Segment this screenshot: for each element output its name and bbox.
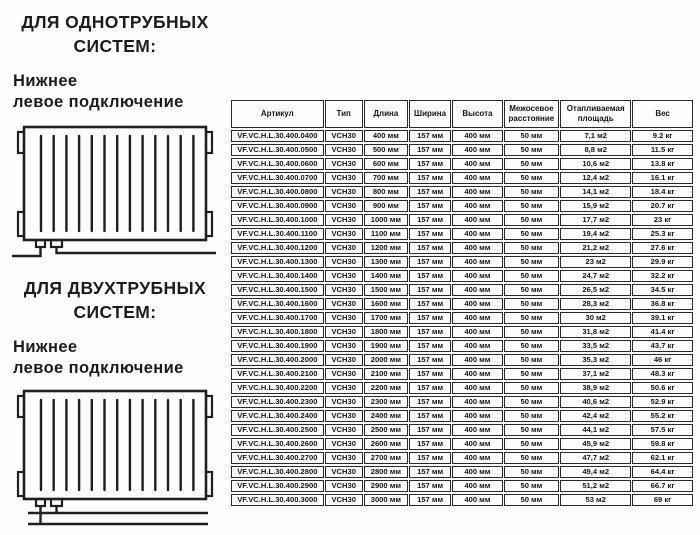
table-cell: VCH30 <box>325 410 363 422</box>
table-cell: 50 мм <box>504 326 560 338</box>
table-cell: 400 мм <box>452 382 502 394</box>
table-cell: 157 мм <box>409 200 451 212</box>
table-cell: 35,3 м2 <box>560 354 631 366</box>
table-cell: VCH30 <box>325 144 363 156</box>
table-cell: 400 мм <box>452 242 502 254</box>
table-row <box>231 424 693 436</box>
table-cell: 400 мм <box>452 298 502 310</box>
table-cell: 400 мм <box>452 256 502 268</box>
sub-line: левое подключение <box>13 359 184 377</box>
table-row <box>231 410 693 422</box>
table-cell: VCH30 <box>325 382 363 394</box>
heading-line: ДЛЯ ОДНОТРУБНЫХ <box>21 12 209 32</box>
table-row <box>231 186 693 198</box>
table-cell: 50 мм <box>504 298 560 310</box>
table-cell: VCH30 <box>325 424 363 436</box>
table-cell: VCH30 <box>325 172 363 184</box>
table-cell: 50 мм <box>504 270 560 282</box>
table-header-row <box>231 100 693 128</box>
table-cell: 157 мм <box>409 130 451 142</box>
table-cell: VCH30 <box>325 480 363 492</box>
table-cell: 400 мм <box>364 130 408 142</box>
table-cell: 157 мм <box>409 494 451 506</box>
table-cell: 157 мм <box>409 312 451 324</box>
col-header-heated-area: Отапливаемая площадь <box>560 100 631 128</box>
table-row <box>231 214 693 226</box>
table-cell: 39.1 кг <box>632 312 693 324</box>
table-cell: VF.VC.H.L.30.400.0700 <box>231 172 324 184</box>
table-cell: 16.1 кг <box>632 172 693 184</box>
single-pipe-diagram-wrap <box>10 122 222 264</box>
table-row <box>231 382 693 394</box>
table-cell: 400 мм <box>452 228 502 240</box>
table-cell: 59.8 кг <box>632 438 693 450</box>
col-header-width: Ширина <box>409 100 451 128</box>
heading-line: ДЛЯ ДВУХТРУБНЫХ <box>23 278 207 298</box>
table-cell: 42,4 м2 <box>560 410 631 422</box>
radiator-single-pipe-diagram <box>10 122 220 264</box>
table-cell: 33,5 м2 <box>560 340 631 352</box>
table-cell: 50 мм <box>504 480 560 492</box>
table-cell: 2500 мм <box>364 424 408 436</box>
table-cell: 50 мм <box>504 228 560 240</box>
table-row <box>231 494 693 506</box>
spec-table-body <box>231 130 693 506</box>
table-cell: 2000 мм <box>364 354 408 366</box>
table-cell: 24,7 м2 <box>560 270 631 282</box>
single-pipe-section <box>8 10 222 264</box>
table-cell: 157 мм <box>409 214 451 226</box>
table-cell: 50 мм <box>504 438 560 450</box>
table-cell: VF.VC.H.L.30.400.2700 <box>231 452 324 464</box>
table-cell: 400 мм <box>452 326 502 338</box>
table-cell: 157 мм <box>409 424 451 436</box>
table-cell: 50 мм <box>504 368 560 380</box>
table-cell: 400 мм <box>452 354 502 366</box>
table-cell: 69 кг <box>632 494 693 506</box>
table-cell: 600 мм <box>364 158 408 170</box>
table-row <box>231 172 693 184</box>
table-row <box>231 368 693 380</box>
table-cell: VCH30 <box>325 396 363 408</box>
table-cell: 400 мм <box>452 312 502 324</box>
table-cell: 157 мм <box>409 144 451 156</box>
table-cell: 157 мм <box>409 228 451 240</box>
table-cell: 400 мм <box>452 158 502 170</box>
table-cell: 50.6 кг <box>632 382 693 394</box>
table-cell: 50 мм <box>504 144 560 156</box>
table-cell: VF.VC.H.L.30.400.0400 <box>231 130 324 142</box>
table-cell: 44,1 м2 <box>560 424 631 436</box>
table-row <box>231 326 693 338</box>
table-cell: 157 мм <box>409 354 451 366</box>
table-cell: VF.VC.H.L.30.400.2100 <box>231 368 324 380</box>
table-cell: 41.4 кг <box>632 326 693 338</box>
table-row <box>231 340 693 352</box>
table-cell: 27.6 кг <box>632 242 693 254</box>
table-cell: 7,1 м2 <box>560 130 631 142</box>
sub-line: Нижнее <box>13 338 78 356</box>
table-cell: VCH30 <box>325 438 363 450</box>
table-cell: 23 м2 <box>560 256 631 268</box>
table-row <box>231 312 693 324</box>
table-cell: 157 мм <box>409 452 451 464</box>
table-cell: VF.VC.H.L.30.400.1100 <box>231 228 324 240</box>
table-cell: 48.3 кг <box>632 368 693 380</box>
table-cell: VF.VC.H.L.30.400.1000 <box>231 214 324 226</box>
table-cell: 50 мм <box>504 354 560 366</box>
table-cell: VF.VC.H.L.30.400.1800 <box>231 326 324 338</box>
table-cell: 2400 мм <box>364 410 408 422</box>
table-cell: VF.VC.H.L.30.400.0600 <box>231 158 324 170</box>
table-cell: VCH30 <box>325 312 363 324</box>
two-pipe-section <box>8 276 222 530</box>
table-cell: 157 мм <box>409 298 451 310</box>
table-row <box>231 396 693 408</box>
table-row <box>231 466 693 478</box>
table-cell: VCH30 <box>325 158 363 170</box>
table-cell: 1500 мм <box>364 284 408 296</box>
table-cell: VCH30 <box>325 186 363 198</box>
table-cell: 400 мм <box>452 452 502 464</box>
table-cell: VCH30 <box>325 298 363 310</box>
table-cell: VF.VC.H.L.30.400.2500 <box>231 424 324 436</box>
spec-table <box>230 98 694 508</box>
table-cell: VCH30 <box>325 256 363 268</box>
table-cell: 50 мм <box>504 284 560 296</box>
table-cell: 53 м2 <box>560 494 631 506</box>
table-cell: 157 мм <box>409 410 451 422</box>
table-cell: VCH30 <box>325 242 363 254</box>
table-cell: VF.VC.H.L.30.400.1700 <box>231 312 324 324</box>
col-header-length: Длина <box>364 100 408 128</box>
table-cell: 50 мм <box>504 340 560 352</box>
table-cell: VF.VC.H.L.30.400.3000 <box>231 494 324 506</box>
table-cell: 157 мм <box>409 270 451 282</box>
table-cell: 400 мм <box>452 214 502 226</box>
sub-line: Нижнее <box>13 72 78 90</box>
table-cell: 50 мм <box>504 396 560 408</box>
table-cell: 2200 мм <box>364 382 408 394</box>
table-cell: 45,9 м2 <box>560 438 631 450</box>
two-pipe-diagram-wrap <box>10 388 222 530</box>
sub-line: левое подключение <box>13 93 184 111</box>
table-cell: VF.VC.H.L.30.400.2300 <box>231 396 324 408</box>
table-cell: 36.8 кг <box>632 298 693 310</box>
table-cell: 1000 мм <box>364 214 408 226</box>
table-row <box>231 438 693 450</box>
table-row <box>231 298 693 310</box>
table-cell: 50 мм <box>504 410 560 422</box>
table-cell: 38,9 м2 <box>560 382 631 394</box>
table-cell: 50 мм <box>504 452 560 464</box>
table-cell: 400 мм <box>452 396 502 408</box>
table-cell: 51,2 м2 <box>560 480 631 492</box>
table-cell: 50 мм <box>504 214 560 226</box>
table-cell: 23 кг <box>632 214 693 226</box>
table-cell: VF.VC.H.L.30.400.1900 <box>231 340 324 352</box>
radiator-two-pipe-diagram <box>10 388 220 530</box>
table-cell: 55.2 кг <box>632 410 693 422</box>
table-cell: 400 мм <box>452 130 502 142</box>
table-cell: 400 мм <box>452 368 502 380</box>
table-cell: VF.VC.H.L.30.400.2600 <box>231 438 324 450</box>
table-cell: 19,4 м2 <box>560 228 631 240</box>
table-cell: 157 мм <box>409 480 451 492</box>
table-cell: 26,5 м2 <box>560 284 631 296</box>
table-cell: 47,7 м2 <box>560 452 631 464</box>
table-cell: 50 мм <box>504 256 560 268</box>
table-cell: 400 мм <box>452 340 502 352</box>
table-cell: 50 мм <box>504 312 560 324</box>
table-cell: 157 мм <box>409 284 451 296</box>
table-cell: 157 мм <box>409 368 451 380</box>
table-cell: 50 мм <box>504 186 560 198</box>
col-header-weight: Вес <box>632 100 693 128</box>
table-cell: VCH30 <box>325 130 363 142</box>
table-cell: 11.5 кг <box>632 144 693 156</box>
table-cell: 50 мм <box>504 172 560 184</box>
table-cell: 50 мм <box>504 466 560 478</box>
table-cell: 50 мм <box>504 130 560 142</box>
table-cell: 50 мм <box>504 200 560 212</box>
table-cell: 43.7 кг <box>632 340 693 352</box>
col-header-axial-distance: Межосевое расстояние <box>504 100 560 128</box>
table-cell: 157 мм <box>409 186 451 198</box>
table-cell: 157 мм <box>409 256 451 268</box>
table-row <box>231 200 693 212</box>
table-cell: 50 мм <box>504 424 560 436</box>
table-row <box>231 130 693 142</box>
table-cell: 34.5 кг <box>632 284 693 296</box>
table-cell: 28,3 м2 <box>560 298 631 310</box>
col-header-height: Высота <box>452 100 502 128</box>
single-pipe-subheading <box>13 71 222 113</box>
table-cell: VF.VC.H.L.30.400.1400 <box>231 270 324 282</box>
table-cell: 1100 мм <box>364 228 408 240</box>
table-cell: 10,6 м2 <box>560 158 631 170</box>
table-cell: 2300 мм <box>364 396 408 408</box>
table-cell: VCH30 <box>325 368 363 380</box>
table-cell: 46 кг <box>632 354 693 366</box>
table-row <box>231 480 693 492</box>
table-row <box>231 354 693 366</box>
table-cell: VCH30 <box>325 228 363 240</box>
table-cell: 500 мм <box>364 144 408 156</box>
spec-table-container <box>230 98 698 508</box>
table-cell: 66.7 кг <box>632 480 693 492</box>
table-cell: 32.2 кг <box>632 270 693 282</box>
col-header-article: Артикул <box>231 100 324 128</box>
table-cell: 400 мм <box>452 200 502 212</box>
table-cell: 2700 мм <box>364 452 408 464</box>
table-cell: 1800 мм <box>364 326 408 338</box>
heading-line: СИСТЕМ: <box>73 302 157 322</box>
table-cell: 1400 мм <box>364 270 408 282</box>
table-cell: 157 мм <box>409 242 451 254</box>
table-cell: 400 мм <box>452 186 502 198</box>
two-pipe-subheading <box>13 337 222 379</box>
table-cell: VCH30 <box>325 214 363 226</box>
table-cell: VCH30 <box>325 326 363 338</box>
table-row <box>231 158 693 170</box>
table-cell: 50 мм <box>504 158 560 170</box>
table-cell: 157 мм <box>409 396 451 408</box>
heading-line: СИСТЕМ: <box>73 36 157 56</box>
table-cell: 62.1 кг <box>632 452 693 464</box>
table-cell: VF.VC.H.L.30.400.0900 <box>231 200 324 212</box>
table-cell: 400 мм <box>452 144 502 156</box>
table-cell: 15,9 м2 <box>560 200 631 212</box>
table-cell: 1600 мм <box>364 298 408 310</box>
table-cell: 157 мм <box>409 466 451 478</box>
table-cell: 400 мм <box>452 466 502 478</box>
table-cell: VCH30 <box>325 340 363 352</box>
table-cell: VCH30 <box>325 452 363 464</box>
table-cell: 400 мм <box>452 270 502 282</box>
col-header-type: Тип <box>325 100 363 128</box>
table-cell: 20.7 кг <box>632 200 693 212</box>
table-cell: 157 мм <box>409 382 451 394</box>
table-cell: 400 мм <box>452 494 502 506</box>
table-cell: 50 мм <box>504 382 560 394</box>
table-cell: 1900 мм <box>364 340 408 352</box>
table-cell: 49,4 м2 <box>560 466 631 478</box>
table-cell: 900 мм <box>364 200 408 212</box>
table-cell: 400 мм <box>452 284 502 296</box>
table-cell: 3000 мм <box>364 494 408 506</box>
table-cell: VF.VC.H.L.30.400.2900 <box>231 480 324 492</box>
table-cell: 37,1 м2 <box>560 368 631 380</box>
table-cell: 40,6 м2 <box>560 396 631 408</box>
table-cell: 400 мм <box>452 424 502 436</box>
table-cell: VF.VC.H.L.30.400.2200 <box>231 382 324 394</box>
table-cell: 400 мм <box>452 410 502 422</box>
table-cell: 9.2 кг <box>632 130 693 142</box>
table-row <box>231 270 693 282</box>
table-cell: 50 мм <box>504 494 560 506</box>
single-pipe-heading <box>8 10 222 58</box>
table-cell: 400 мм <box>452 172 502 184</box>
table-cell: 1300 мм <box>364 256 408 268</box>
table-cell: 18.4 кг <box>632 186 693 198</box>
table-cell: 157 мм <box>409 438 451 450</box>
table-row <box>231 228 693 240</box>
table-cell: 12,4 м2 <box>560 172 631 184</box>
table-cell: VF.VC.H.L.30.400.1600 <box>231 298 324 310</box>
table-cell: 25.3 кг <box>632 228 693 240</box>
table-cell: 2600 мм <box>364 438 408 450</box>
table-cell: VCH30 <box>325 270 363 282</box>
table-cell: 400 мм <box>452 438 502 450</box>
table-cell: 1700 мм <box>364 312 408 324</box>
table-cell: 14,1 м2 <box>560 186 631 198</box>
table-cell: 50 мм <box>504 242 560 254</box>
table-cell: 2900 мм <box>364 480 408 492</box>
table-cell: VF.VC.H.L.30.400.1300 <box>231 256 324 268</box>
table-cell: VF.VC.H.L.30.400.2800 <box>231 466 324 478</box>
table-cell: VCH30 <box>325 466 363 478</box>
table-cell: 57.5 кг <box>632 424 693 436</box>
table-cell: 8,8 м2 <box>560 144 631 156</box>
table-cell: VCH30 <box>325 494 363 506</box>
table-cell: 31,8 м2 <box>560 326 631 338</box>
table-cell: 21,2 м2 <box>560 242 631 254</box>
table-cell: 157 мм <box>409 340 451 352</box>
table-cell: VF.VC.H.L.30.400.0500 <box>231 144 324 156</box>
table-cell: 157 мм <box>409 158 451 170</box>
table-row <box>231 242 693 254</box>
table-cell: 17,7 м2 <box>560 214 631 226</box>
table-cell: 52.9 кг <box>632 396 693 408</box>
table-cell: 64.4 кг <box>632 466 693 478</box>
table-cell: 800 мм <box>364 186 408 198</box>
table-cell: VCH30 <box>325 354 363 366</box>
table-cell: VCH30 <box>325 200 363 212</box>
table-cell: 157 мм <box>409 326 451 338</box>
table-cell: VF.VC.H.L.30.400.0800 <box>231 186 324 198</box>
table-cell: VF.VC.H.L.30.400.1200 <box>231 242 324 254</box>
table-cell: 13.8 кг <box>632 158 693 170</box>
table-cell: VF.VC.H.L.30.400.1500 <box>231 284 324 296</box>
table-cell: 1200 мм <box>364 242 408 254</box>
table-cell: 700 мм <box>364 172 408 184</box>
table-row <box>231 284 693 296</box>
table-cell: VCH30 <box>325 284 363 296</box>
table-row <box>231 256 693 268</box>
table-cell: 2100 мм <box>364 368 408 380</box>
table-cell: 2800 мм <box>364 466 408 478</box>
table-cell: 30 м2 <box>560 312 631 324</box>
table-cell: VF.VC.H.L.30.400.2000 <box>231 354 324 366</box>
table-cell: 29.9 кг <box>632 256 693 268</box>
table-cell: 157 мм <box>409 172 451 184</box>
table-row <box>231 452 693 464</box>
table-row <box>231 144 693 156</box>
table-cell: 400 мм <box>452 480 502 492</box>
two-pipe-heading <box>8 276 222 324</box>
table-cell: VF.VC.H.L.30.400.2400 <box>231 410 324 422</box>
